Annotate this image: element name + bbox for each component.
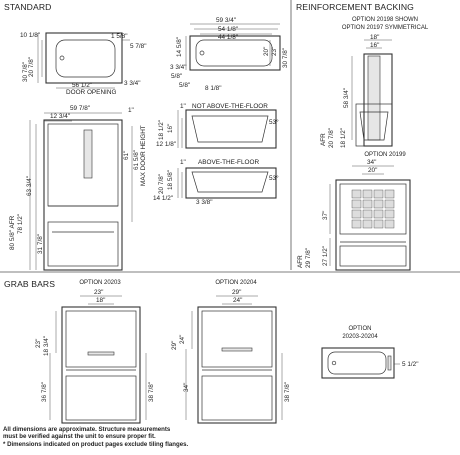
- dim-3-3-4: 3 3/4": [124, 80, 141, 87]
- dim-54-1-8: 54 1/8": [218, 26, 239, 33]
- side-view-not-above-floor: [178, 110, 276, 148]
- dim-38-7-8-b: 38 7/8": [284, 381, 291, 402]
- option-combo-caption-2: 20203-20204: [342, 334, 378, 340]
- dim-27-1-2: 27 1/2": [322, 245, 329, 266]
- dim-5-8-b: 5/8": [179, 82, 191, 89]
- dim-31-7-8: 31 7/8": [37, 233, 44, 254]
- dim-30-7-8: 30 7/8": [22, 61, 29, 82]
- dim-20-7-8: 20 7/8": [28, 56, 35, 77]
- dim-18-b: 18": [96, 297, 106, 304]
- side-view-above-floor: [178, 168, 276, 198]
- afr-label-2: AFR: [297, 255, 304, 268]
- dim-20-7-8-c: 20 7/8": [328, 127, 335, 148]
- standard-header: STANDARD: [4, 2, 52, 12]
- dim-18-1-2: 18 1/2": [158, 119, 165, 140]
- option-combo-caption-1: OPTION: [348, 326, 372, 332]
- dim-58-3-4: 58 3/4": [343, 87, 350, 108]
- dim-1-c: 1": [180, 159, 186, 166]
- front-elevation-view: [30, 113, 132, 270]
- dim-5-7-8: 5 7/8": [130, 43, 147, 50]
- footer-line-2: must be verified against the unit to ensure proper fit.: [3, 433, 156, 441]
- dim-23-b: 23": [94, 289, 104, 296]
- door-opening-label: DOOR OPENING: [66, 89, 117, 96]
- dim-53-a: 53°: [269, 119, 279, 126]
- option-20197-caption: OPTION 20197 SYMMETRICAL: [341, 25, 429, 31]
- dim-24: 24": [233, 297, 243, 304]
- dim-16: 16": [167, 123, 174, 133]
- dim-23-c: 23": [35, 338, 42, 348]
- dim-14-5-8: 14 5/8": [176, 36, 183, 57]
- dim-29: 29": [232, 289, 242, 296]
- grab-bars-header: GRAB BARS: [4, 279, 56, 289]
- dim-61-5-8: 61 5/8": [133, 149, 140, 170]
- dim-63-3-4: 63 3/4": [26, 175, 33, 196]
- dim-29-b: 29": [171, 340, 178, 350]
- dim-38-7-8-a: 38 7/8": [148, 381, 155, 402]
- dim-36-7-8: 36 7/8": [41, 381, 48, 402]
- tub-plan-view-left: [38, 33, 130, 88]
- dim-34-b: 34": [183, 382, 190, 392]
- dim-12-1-8: 12 1/8": [156, 141, 177, 148]
- footer-notes: [3, 426, 188, 448]
- dim-34: 34": [367, 159, 377, 166]
- tile-grid: [352, 190, 394, 228]
- dim-30-7-8-right: 30 7/8": [282, 47, 289, 68]
- dim-18-3-4: 18 3/4": [43, 335, 50, 356]
- reinforcement-side-view: [352, 40, 392, 146]
- dim-18: 18": [370, 34, 380, 41]
- dim-44-1-8: 44 1/8": [218, 34, 239, 41]
- option-20203-caption: OPTION 20203: [79, 280, 121, 286]
- dim-1-5-8: 1 5/8": [111, 33, 128, 40]
- dim-5-1-2: 5 1/2": [402, 361, 419, 368]
- dim-20: 20": [263, 46, 270, 56]
- not-above-floor-label: NOT ABOVE-THE-FLOOR: [192, 103, 268, 110]
- dim-78-1-2: 78 1/2": [17, 213, 24, 234]
- option-20198-caption: OPTION 20198 SHOWN: [351, 17, 419, 23]
- footer-line-1: All dimensions are approximate. Structure measurements: [3, 426, 171, 433]
- grab-bar-combo-plan: [322, 348, 400, 378]
- dim-37: 37": [322, 210, 329, 220]
- dim-80-5-8-afr: 80 5/8" AFR: [9, 215, 16, 250]
- dim-61: 61": [123, 150, 130, 160]
- dim-59-7-8: 59 7/8": [70, 105, 91, 112]
- max-door-height-label: MAX DOOR HEIGHT: [140, 125, 147, 186]
- dim-3-3-8: 3 3/8": [196, 199, 213, 206]
- grab-bar-20204-view: [186, 296, 282, 423]
- dim-53-b: 53°: [269, 175, 279, 182]
- dim-23: 23": [271, 46, 278, 56]
- dim-16-b: 16": [370, 42, 380, 49]
- dim-14-1-2: 14 1/2": [153, 195, 174, 202]
- dim-29-7-8: 29 7/8": [305, 247, 312, 268]
- dim-1-b: 1": [180, 103, 186, 110]
- dim-24-b: 24": [179, 334, 186, 344]
- reinforcement-header: REINFORCEMENT BACKING: [296, 2, 414, 12]
- afr-label-1: AFR: [320, 133, 327, 146]
- option-20199-caption: OPTION 20199: [364, 152, 406, 158]
- dim-8-1-8: 8 1/8": [205, 85, 222, 92]
- above-floor-label: ABOVE-THE-FLOOR: [198, 159, 260, 166]
- option-20204-caption: OPTION 20204: [215, 280, 257, 286]
- footer-line-3: * Dimensions indicated on product pages exclude tiling flanges.: [3, 440, 189, 448]
- grab-bar-20203-view: [50, 296, 146, 423]
- dim-56-1-2: 56 1/2": [72, 82, 93, 89]
- dim-20-7-8-b: 20 7/8": [158, 173, 165, 194]
- dim-3-3-4-b: 3 3/4": [170, 64, 187, 71]
- dim-59-3-4: 59 3/4": [216, 17, 237, 24]
- dim-20-b: 20": [368, 167, 378, 174]
- dim-1-a: 1": [128, 107, 134, 114]
- dim-18-5-8: 18 5/8": [167, 169, 174, 190]
- dim-5-8-a: 5/8": [171, 73, 183, 80]
- reinforcement-front-view: [330, 166, 410, 270]
- dim-18-1-2-b: 18 1/2": [340, 127, 347, 148]
- dim-12-3-4: 12 3/4": [50, 113, 71, 120]
- dim-10-1-8: 10 1/8": [20, 32, 41, 39]
